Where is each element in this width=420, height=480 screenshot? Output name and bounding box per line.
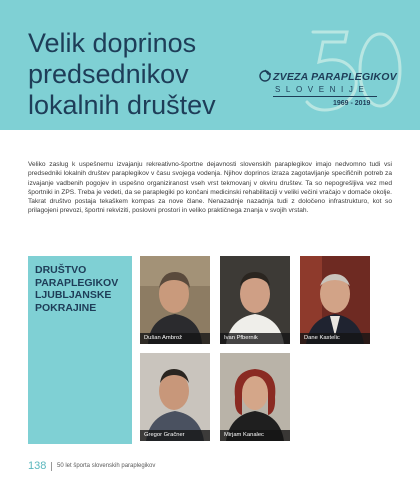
photo-caption: Dane Kastelic [300, 333, 370, 344]
portrait-image [300, 256, 370, 344]
portrait-photo-2 [220, 256, 290, 344]
anniversary-logo [255, 18, 405, 118]
logo-org-name: ZVEZA PARAPLEGIKOV [273, 71, 397, 83]
portrait-image [220, 256, 290, 344]
photo-caption: Dušan Ambrož [140, 333, 210, 344]
header-band [0, 0, 420, 130]
org-name-line-1: DRUŠTVO [35, 264, 87, 276]
portrait-photo-5 [220, 353, 290, 441]
logo-divider [273, 96, 377, 97]
org-name-line-4: POKRAJINE [35, 301, 97, 314]
page-title [28, 28, 248, 121]
portrait-image [140, 256, 210, 344]
organization-name [35, 264, 130, 314]
title-line-2: predsednikov [28, 59, 189, 89]
org-name-line-3: LJUBLJANSKE [35, 289, 112, 301]
organization-box [28, 256, 132, 444]
logo-years: 1969 - 2019 [333, 100, 371, 107]
org-name-line-2: PARAPLEGIKOV [35, 276, 119, 289]
wheelchair-icon [259, 68, 273, 82]
logo-country: SLOVENIJE [275, 85, 370, 94]
footer-divider [51, 462, 52, 471]
title-line-1: Velik doprinos [28, 28, 197, 58]
photo-caption: Ivan Pfbernik [220, 333, 290, 344]
title-line-3: lokalnih društev [28, 90, 216, 120]
portrait-image [220, 353, 290, 441]
page-number: 138 [28, 460, 47, 472]
portrait-photo-4 [140, 353, 210, 441]
photo-caption: Gregor Gračner [140, 430, 210, 441]
publication-title: 50 let športa slovenskih paraplegikov [57, 463, 156, 469]
portrait-photo-3 [300, 256, 370, 344]
portrait-image [140, 353, 210, 441]
portrait-photo-1 [140, 256, 210, 344]
photo-caption: Mirjam Kanalec [220, 430, 290, 441]
intro-paragraph: Veliko zaslug k uspešnemu izvajanju rekreativno-športne dejavnosti slovenskih paraplegikov imajo nedvomno tudi vsi predsedniki lokalnih društev paraplegikov v času svojega vodenja. Njihov doprinos izraza zagotavljanje specifičnih potreb za izvajanje vadbenih pogojev in uspešno organiziranost vseh vrst tekmovanj v okviru društev. Ta so nepogrešljiva vez med športniki in ZPS. Treba je vedeti, da se paraplegiki po končani medicinski rehabilitaciji v veliki večini vračajo v domače okolje. Takrat društvo postaja tekaškem kompas za nove člane. Nenazadnje nazadnja tudi z določeno infrastrukturo, kot so prilagojeni prevozi, športni rekviziti, poslovni prostori in veliko praktičnega znanja v svojih vrstah. [28, 161, 392, 215]
fifty-logo-icon [255, 18, 405, 118]
